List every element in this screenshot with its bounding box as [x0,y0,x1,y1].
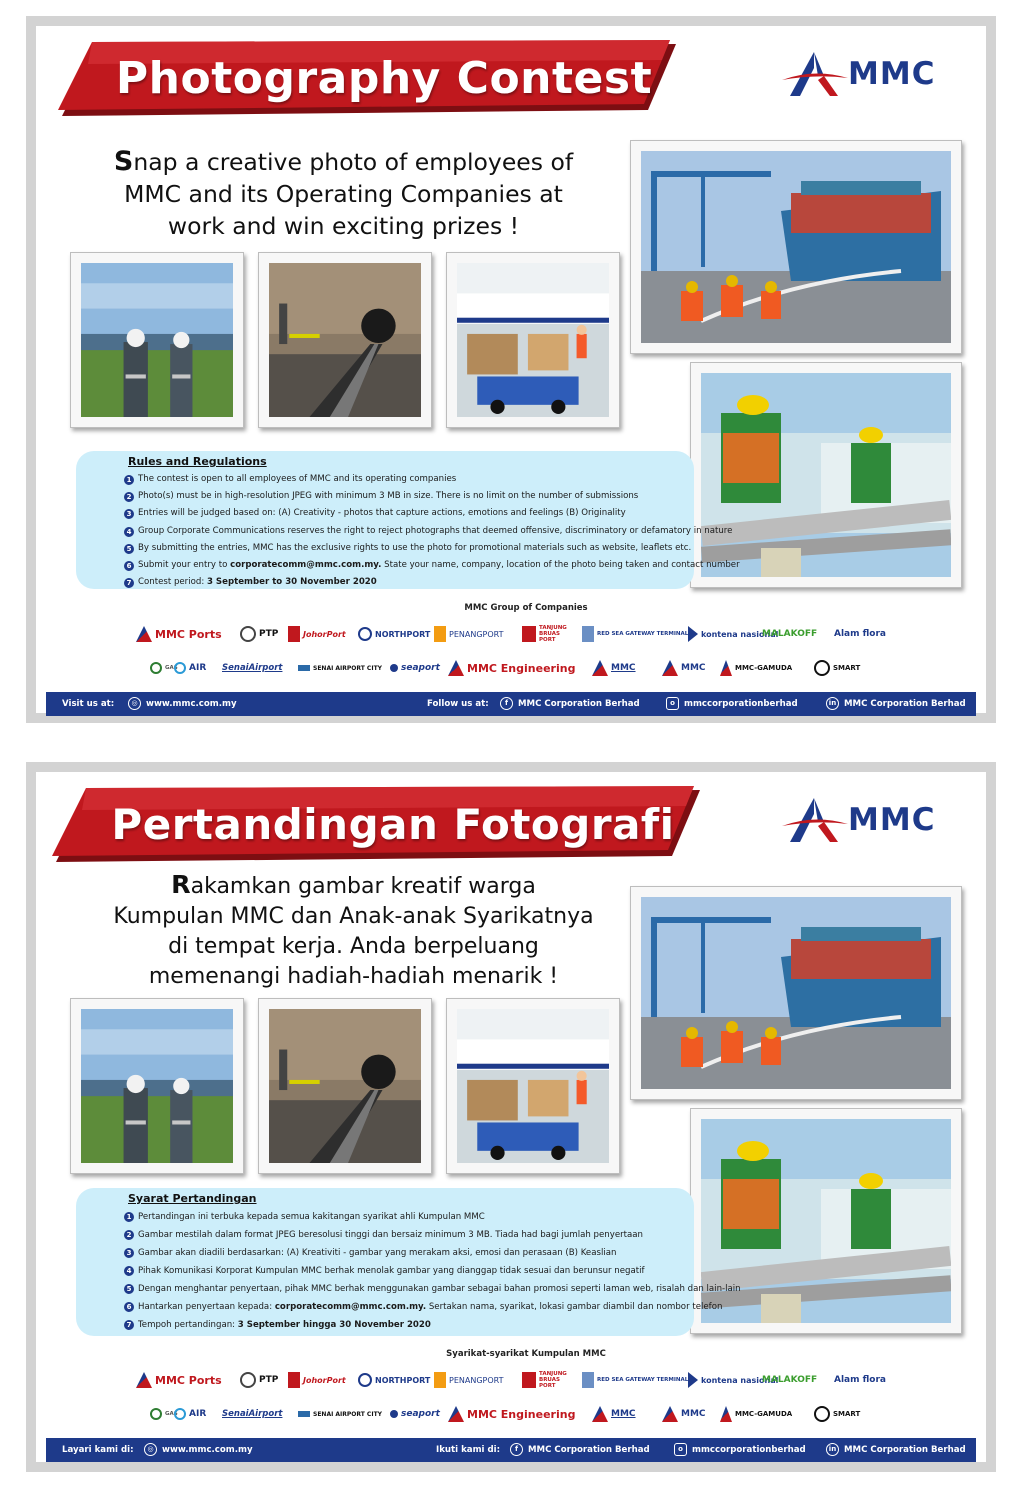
logo-johorport: JohorPort [288,622,346,646]
facebook-icon: f [500,697,513,710]
footer-facebook-link[interactable]: f MMC Corporation Berhad [500,692,640,716]
headline-line-4: memenangi hadiah-hadiah menarik ! [148,964,559,989]
rules-list [124,471,740,591]
company-logos-row-1 [136,622,896,648]
rule-item: 1 The contest is open to all employees of MMC and its operating companies [124,471,684,488]
footer-website-link[interactable]: ◎ www.mmc.com.my [144,1438,253,1462]
linkedin-icon: in [826,1443,839,1456]
logo-mmc-engineering: MMC Engineering [448,656,575,680]
poster-english [26,16,996,723]
mmc-logo [780,50,960,100]
logo-senai-airport-city: SENAI AIRPORT CITY [298,1402,382,1426]
logo-northport: NORTHPORT [358,1368,430,1392]
logo-mmc-ports: MMC Ports [136,622,222,646]
footer-follow-label: Follow us at: [427,699,489,709]
photo-tunnel-construction [258,252,432,428]
company-logos-row-2 [136,656,896,682]
logo-mmc-subsidiary-2: MMC [662,1402,706,1426]
headline-line-1: Rakamkan gambar kreatif warga [171,870,536,899]
logo-malakoff: MALAKOFF [762,629,818,639]
rules-list [124,1208,741,1334]
rules-panel [76,1188,741,1336]
logo-senai-airport-city: SENAI AIRPORT CITY [298,656,382,680]
footer-linkedin-link[interactable]: in MMC Corporation Berhad [826,692,966,716]
mmc-logo-text: MMC [848,802,936,838]
logo-johorport: JohorPort [288,1368,346,1392]
headline-line-1: Snap a creative photo of employees of [113,146,574,177]
logo-tanjung-bruas-port: TANJUNG BRUAS PORT [522,1368,572,1392]
rules-panel [76,451,740,589]
rule-item: 6 Submit your entry to corporatecomm@mmc.com.my. State your name, company, location of the photo being taken and contact number [124,557,684,574]
logo-red-sea-gateway: RED SEA GATEWAY TERMINAL [582,1368,688,1392]
title-banner [52,786,702,868]
logo-smart: SMART [814,656,860,680]
poster-malay [26,762,996,1472]
footer-visit-label: Layari kami di: [62,1445,134,1455]
group-title: Syarikat-syarikat Kumpulan MMC [446,1349,606,1359]
logo-mmc-ports: MMC Ports [136,1368,222,1392]
rules-title: Rules and Regulations [128,455,267,468]
group-title: MMC Group of Companies [464,603,588,613]
logo-senai-airport: SenaiAirport [222,663,283,673]
headline-line-3: work and win exciting prizes ! [167,212,520,240]
footer-visit-label: Visit us at: [62,699,115,709]
photo-solar-farm [70,252,244,428]
headline-line-3: di tempat kerja. Anda berpeluang [168,934,539,959]
logo-red-sea-gateway: RED SEA GATEWAY TERMINAL [582,622,688,646]
logo-penangport: PENANGPORT [434,1368,504,1392]
company-logos-row-2 [136,1402,896,1428]
logo-alam-flora: Alam flora [834,629,887,639]
footer-linkedin-link[interactable]: in MMC Corporation Berhad [826,1438,966,1462]
rule-item: 2 Photo(s) must be in high-resolution JPEG with minimum 3 MB in size. There is no limit on the number of submissions [124,488,684,505]
logo-air: AIR [174,656,206,680]
headline [66,870,641,992]
instagram-icon: o [674,1443,687,1456]
logo-gas: GAS [150,1402,178,1426]
logo-gas: GAS [150,656,178,680]
instagram-icon: o [666,697,679,710]
globe-icon: ◎ [128,697,141,710]
footer-facebook-link[interactable]: f MMC Corporation Berhad [510,1438,650,1462]
rule-item: 7 Tempoh pertandingan: 3 September hingga 30 November 2020 [124,1316,684,1334]
photo-airport-cargo [446,998,620,1174]
logo-mmc-gamuda: MMC-GAMUDA [720,656,792,680]
footer-follow-label: Ikuti kami di: [436,1445,501,1455]
headline-line-2: MMC and its Operating Companies at [124,180,563,208]
headline [66,146,621,242]
rule-item: 3 Entries will be judged based on: (A) Creativity - photos that capture actions, emotions and feelings (B) Originality [124,505,684,522]
logo-mmc-subsidiary-2: MMC [662,656,706,680]
logo-northport: NORTHPORT [358,622,430,646]
logo-alam-flora: Alam flora [834,1375,887,1385]
logo-kontena-nasional: kontena nasional [688,1368,778,1392]
logo-mmc-engineering: MMC Engineering [448,1402,575,1426]
photo-port-crew [630,886,962,1100]
logo-ptp: PTP [240,1368,278,1392]
logo-ptp: PTP [240,622,278,646]
facebook-icon: f [510,1443,523,1456]
poster-malay-inner [36,772,986,1462]
rule-item: 1 Pertandingan ini terbuka kepada semua kakitangan syarikat ahli Kumpulan MMC [124,1208,684,1226]
poster-english-inner [36,26,986,713]
rule-item: 6 Hantarkan penyertaan kepada: corporatecomm@mmc.com.my. Sertakan nama, syarikat, lokasi gambar diambil dan nombor telefon [124,1298,684,1316]
logo-smart: SMART [814,1402,860,1426]
photo-port-crew [630,140,962,354]
logo-mmc-subsidiary-1: MMC [592,656,636,680]
rule-item: 3 Gambar akan diadili berdasarkan: (A) Kreativiti - gambar yang merakam aksi, emosi dan perasaan (B) Keaslian [124,1244,684,1262]
mmc-logo-icon [780,50,850,100]
rule-item: 2 Gambar mestilah dalam format JPEG beresolusi tinggi dan bersaiz minimum 3 MB. Tiada had bagi jumlah penyertaan [124,1226,684,1244]
logo-mmc-subsidiary-1: MMC [592,1402,636,1426]
mmc-logo-icon [780,796,850,846]
photo-dam-workers [690,362,962,588]
footer-bar [46,1438,976,1462]
logo-seaport: seaport [390,656,440,680]
globe-icon: ◎ [144,1443,157,1456]
logo-penangport: PENANGPORT [434,622,504,646]
footer-bar [46,692,976,716]
logo-mmc-gamuda: MMC-GAMUDA [720,1402,792,1426]
logo-seaport: seaport [390,1402,440,1426]
rule-item: 7 Contest period: 3 September to 30 November 2020 [124,574,684,591]
rule-item: 4 Pihak Komunikasi Korporat Kumpulan MMC berhak menolak gambar yang dianggap tidak sesuai dan berunsur negatif [124,1262,684,1280]
page-title: Pertandingan Fotografi [111,800,675,849]
logo-malakoff: MALAKOFF [762,1375,818,1385]
rule-item: 4 Group Corporate Communications reserves the right to reject photographs that deemed offensive, discriminatory or defamatory in nature [124,523,684,540]
footer-instagram-link[interactable]: o mmccorporationberhad [674,1438,806,1462]
contact-email[interactable]: corporatecomm@mmc.com.my. [230,559,382,570]
footer-website-link[interactable]: ◎ www.mmc.com.my [128,692,237,716]
footer-instagram-link[interactable]: o mmccorporationberhad [666,692,798,716]
contact-email[interactable]: corporatecomm@mmc.com.my. [274,1302,427,1312]
logo-kontena-nasional: kontena nasional [688,622,778,646]
rule-item: 5 By submitting the entries, MMC has the exclusive rights to use the photo for promotional materials such as website, leaflets etc. [124,540,684,557]
company-logos-row-1 [136,1368,896,1394]
rule-item: 5 Dengan menghantar penyertaan, pihak MMC berhak menggunakan gambar sebagai bahan promosi seperti laman web, risalah dan lain-lain [124,1280,684,1298]
logo-senai-airport: SenaiAirport [222,1409,283,1419]
mmc-logo-text: MMC [848,56,936,92]
linkedin-icon: in [826,697,839,710]
photo-airport-cargo [446,252,620,428]
logo-air: AIR [174,1402,206,1426]
headline-line-2: Kumpulan MMC dan Anak-anak Syarikatnya [113,904,594,929]
photo-dam-workers [690,1108,962,1334]
mmc-logo [780,796,960,846]
rules-title: Syarat Pertandingan [128,1192,257,1205]
photo-solar-farm [70,998,244,1174]
title-banner [58,40,678,122]
logo-tanjung-bruas-port: TANJUNG BRUAS PORT [522,622,572,646]
page-title: Photography Contest [115,53,653,104]
photo-tunnel-construction [258,998,432,1174]
